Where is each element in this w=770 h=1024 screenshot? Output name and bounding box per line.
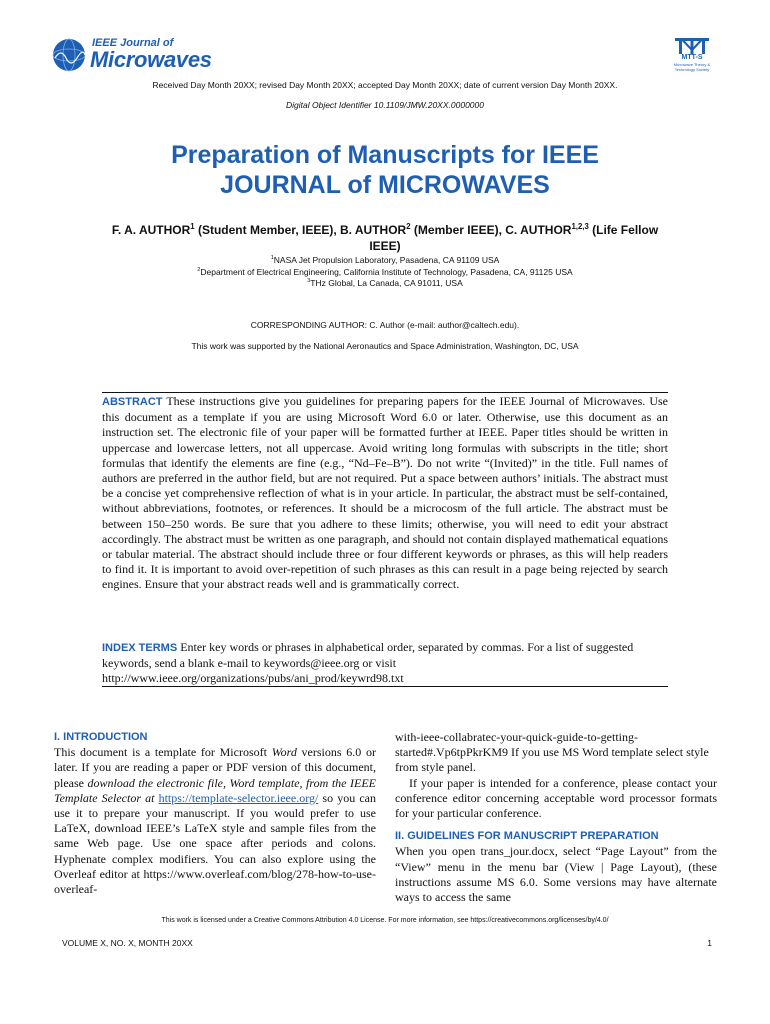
- affiliation-text: THz Global, La Canada, CA 91011, USA: [310, 278, 463, 288]
- author-1: F. A. AUTHOR: [111, 223, 191, 237]
- logo-line1: IEEE Journal of: [92, 37, 174, 49]
- abstract-label: ABSTRACT: [102, 396, 163, 408]
- corresponding-author: CORRESPONDING AUTHOR: C. Author (e-mail: author@caltech.edu).: [250, 320, 520, 330]
- mtt-sub: Microwave Theory & Technology Society: [673, 62, 711, 72]
- abstract-bottom-rule: [102, 686, 668, 687]
- author-2-sup: 2: [406, 222, 411, 231]
- affiliation: [0, 267, 770, 279]
- index-terms: [102, 640, 668, 687]
- affiliation-text: NASA Jet Propulsion Laboratory, Pasadena, CA 91109 USA: [273, 255, 500, 265]
- globe-icon: [52, 38, 86, 72]
- author-1-role: (Student Member, IEEE), B. AUTHOR: [194, 223, 407, 237]
- license-note: This work is licensed under a Creative Commons Attribution 4.0 License. For more information, see https://creativecommons.org/licenses/by/4.0/: [161, 917, 609, 924]
- conference-paragraph: If your paper is intended for a conference, please contact your conference editor concerning acceptable word processor formats for your particular conference.: [395, 775, 717, 821]
- affiliation: [0, 255, 770, 267]
- section-heading-introduction: I. INTRODUCTION: [54, 731, 148, 743]
- paper-title: [0, 140, 770, 200]
- affiliations: [0, 255, 770, 290]
- affiliation-sup: 1: [270, 255, 274, 262]
- mtt-s-icon: [675, 38, 709, 54]
- abstract: [102, 394, 668, 593]
- title-line1: Preparation of Manuscripts for IEEE: [171, 141, 599, 169]
- funding-note: This work was supported by the National Aeronautics and Space Administration, Washington, DC, USA: [191, 341, 579, 351]
- index-terms-text: Enter key words or phrases in alphabetical order, separated by commas. For a list of suggested keywords, send a blank e-mail to keywords@ieee.org or visit http://www.ieee.org/organizations/pubs/ani_prod/keywrd98.txt: [102, 640, 634, 686]
- template-selector-link[interactable]: https://template-selector.ieee.org/: [158, 790, 319, 805]
- affiliation-sup: 2: [197, 266, 201, 273]
- doi: Digital Object Identifier 10.1109/JMW.20XX.0000000: [286, 100, 484, 110]
- left-column: [54, 730, 376, 897]
- affiliation: [0, 278, 770, 290]
- authors: [95, 222, 675, 254]
- footer-volume: VOLUME X, NO. X, MONTH 20XX: [62, 938, 193, 948]
- title-line2: JOURNAL of MICROWAVES: [220, 171, 550, 199]
- intro-text-c: so you can use it to prepare your manuscript. If you would prefer to use LaTeX, download IEEE’s LaTeX style and sample files from the same Web page. Use one space after periods and colons. Hyphenate complex modifiers. You can also explore using the Overleaf editor at https://www.overleaf.com/blog/278-how-to-use-overleaf-: [54, 790, 376, 897]
- author-1-sup: 1: [190, 222, 195, 231]
- affiliation-text: Department of Electrical Engineering, California Institute of Technology, Pasadena, CA, 91125 USA: [200, 266, 573, 277]
- abstract-text: These instructions give you guidelines for preparing papers for the IEEE Journal of Microwaves. Use this document as a template if you are using Microsoft Word 6.0 or later. Otherwise, use this document as an instruction set. The electronic file of your paper will be formatted further at IEEE. Paper titles should be written in uppercase and lowercase letters, not all uppercase. Avoid writing long formulas with subscripts in the title; short formulas that identify the elements are fine (e.g., “Nd–Fe–B”). Do not write “(Invited)” in the title. Full names of authors are preferred in the author field, but are not required. Put a space between authors’ initials. The abstract must be a concise yet comprehensive reflection of what is in your article. In particular, the abstract must be self-contained, without abbreviations, footnotes, or references. It should be a microcosm of the full article. The abstract must be between 150–250 words. Be sure that you adhere to these limits; otherwise, you will need to edit your abstract accordingly. The abstract must be written as one paragraph, and should not contain displayed mathematical equations or tabular material. The abstract should include three or four different keywords or phrases, as this will help readers to find it. It is important to avoid over-repetition of such phrases as this can result in a page being rejected by search engines. Ensure that your abstract reads well and is grammatically correct.: [102, 394, 668, 592]
- journal-logo: [52, 36, 252, 72]
- index-terms-label: INDEX TERMS: [102, 642, 178, 654]
- page-number: 1: [707, 938, 712, 948]
- section-heading-guidelines: II. GUIDELINES FOR MANUSCRIPT PREPARATION: [395, 830, 659, 843]
- logo-line2: Microwaves: [90, 47, 212, 72]
- intro-italic: download the electronic file, Word template, from the IEEE Template Selector at: [54, 775, 377, 805]
- right-column: [395, 730, 717, 905]
- intro-continuation: with-ieee-collabratec-your-quick-guide-to-getting-started#.Vp6tpPkrKM9 If you use MS Word template select style from style panel.: [395, 730, 709, 775]
- author-2-role: (Member IEEE), C. AUTHOR: [410, 223, 572, 237]
- author-3-sup: 1,2,3: [571, 222, 589, 231]
- affiliation-sup: 3: [307, 278, 311, 285]
- mtt-label: MTT-S: [681, 54, 703, 61]
- intro-text-a: This document is a template for Microsoft: [54, 745, 272, 760]
- mtt-s-logo: [664, 38, 720, 72]
- intro-word-italic: Word: [271, 745, 297, 760]
- intro-paragraph: [54, 745, 376, 897]
- intro-text-b: versions 6.0 or later. If you are reading a paper or PDF version of this document, please: [54, 745, 376, 790]
- guidelines-paragraph: When you open trans_jour.docx, select “Page Layout” from the “View” menu in the menu bar (View | Page Layout), (these instructions assume MS 6.0. Some versions may have alternate ways to access the same: [395, 844, 717, 905]
- received-dates: Received Day Month 20XX; revised Day Month 20XX; accepted Day Month 20XX; date of current version Day Month 20XX.: [152, 80, 618, 90]
- abstract-top-rule: [102, 392, 668, 393]
- author-3-role: (Life Fellow IEEE): [369, 223, 659, 253]
